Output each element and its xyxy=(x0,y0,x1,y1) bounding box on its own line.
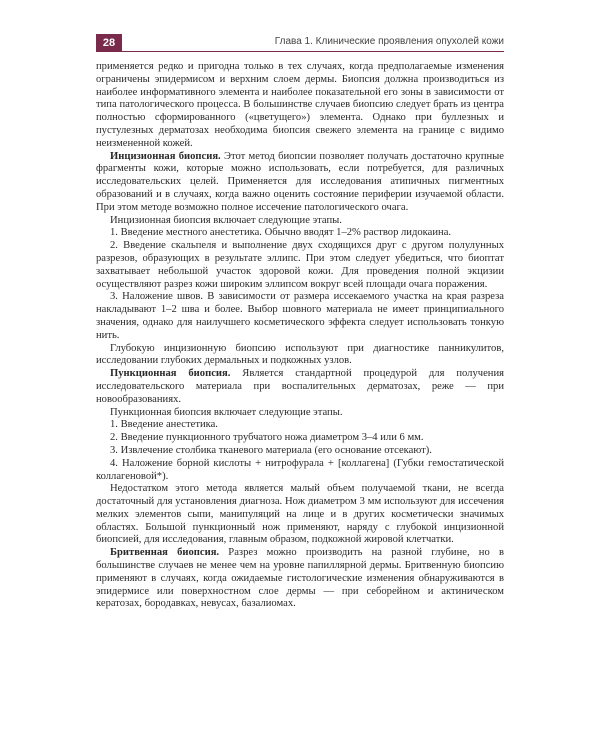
list-item: 2. Введение пункционного трубчатого ножа диаметром 3–4 или 6 мм. xyxy=(110,432,424,444)
list-item: 4. Наложение борной кислоты + нитрофурала + [коллагена] (Губки гемостатической коллагеновой*). xyxy=(96,457,504,482)
paragraph: Пункционная биопсия. Является стандартной процедурой для получения исследовательского материала при воспалительных дерматозах, реже — при новообразованиях. xyxy=(96,368,504,405)
body-text xyxy=(96,61,504,611)
section-title: Инцизионная биопсия. xyxy=(110,150,221,162)
running-header xyxy=(96,34,504,52)
header-rule xyxy=(122,51,504,52)
paragraph: Инцизионная биопсия включает следующие этапы. xyxy=(110,214,342,226)
paragraph: Глубокую инцизионную биопсию используют при диагностике панникулитов, исследовании глубоких дермальных и подкожных узлов. xyxy=(96,342,504,367)
paragraph: Бритвенная биопсия. Разрез можно производить на разной глубине, но в большинстве случаев не менее чем на уровне папиллярной дермы. Бритвенную биопсию применяют в случаях, когда ожидаемые гистологические изменения обнаруживаются в эпидермисе или поверхностном слое дермы — при себорейном и актиническом кератозах, бородавках, невусах, базалиомах. xyxy=(96,547,504,610)
paragraph: Пункционная биопсия включает следующие этапы. xyxy=(110,406,343,418)
paragraph: Недостатком этого метода является малый объем получаемой ткани, не всегда достаточный для установления диагноза. Нож диаметром 3 мм используют для иссечения мелких элементов сыпи, манипуляций на лице и в других косметически значимых областях. Большой пункционный нож применяют, наряду с глубокой инцизионной биопсией, для исследования, главным образом, подкожной жировой клетчатки. xyxy=(96,483,504,546)
list-item: 2. Введение скальпеля и выполнение двух сходящихся друг с другом полулунных разрезов, образующих в результате эллипс. При этом следует убедиться, что биоптат захватывает небольшой участок здоровой кожи. Для проведения полной экцизии осуществляют разрез кожи широким эллипсом вокруг всей площади очага поражения. xyxy=(96,240,504,290)
list-item: 3. Извлечение столбика тканевого материала (его основание отсекают). xyxy=(110,444,432,456)
list-item: 1. Введение местного анестетика. Обычно вводят 1–2% раствор лидокаина. xyxy=(110,227,452,239)
paragraph: Инцизионная биопсия. Этот метод биопсии позволяет получать достаточно крупные фрагменты кожи, которые можно использовать, если потребуется, для различных исследовательских целей. Применяется для исследования атипичных пигментных образований и в случаях, когда важно оценить состояние периферии изучаемой области. При этом методе возможно полное иссечение патологического очага. xyxy=(96,150,504,213)
section-title: Бритвенная биопсия. xyxy=(110,547,220,559)
paragraph: применяется редко и пригодна только в тех случаях, когда предполагаемые изменения ограничены эпидермисом и верхним слоем дермы. Биопсия должна производиться из наиболее информативного элемента и наиболее показательной его зоны в зависимости от типа патологического процесса. В большинстве случаев биопсию следует брать из центра полностью сформированного («цветущего») элемента. Однако при буллезных и пустулезных дерматозах необходима биопсия свежего элемента на границе с видимо неизмененной кожей. xyxy=(96,61,504,149)
list-item: 1. Введение анестетика. xyxy=(110,419,218,431)
list-item: 3. Наложение швов. В зависимости от размера иссекаемого участка на края разреза накладывают 1–2 шва и более. Выбор шовного материала не имеет принципиального значения, однако для наилучшего косметического эффекта следует использовать тонкую нить. xyxy=(96,291,504,341)
page-number: 28 xyxy=(96,34,122,52)
section-title: Пункционная биопсия. xyxy=(110,368,231,380)
chapter-title: Глава 1. Клинические проявления опухолей кожи xyxy=(274,36,504,47)
